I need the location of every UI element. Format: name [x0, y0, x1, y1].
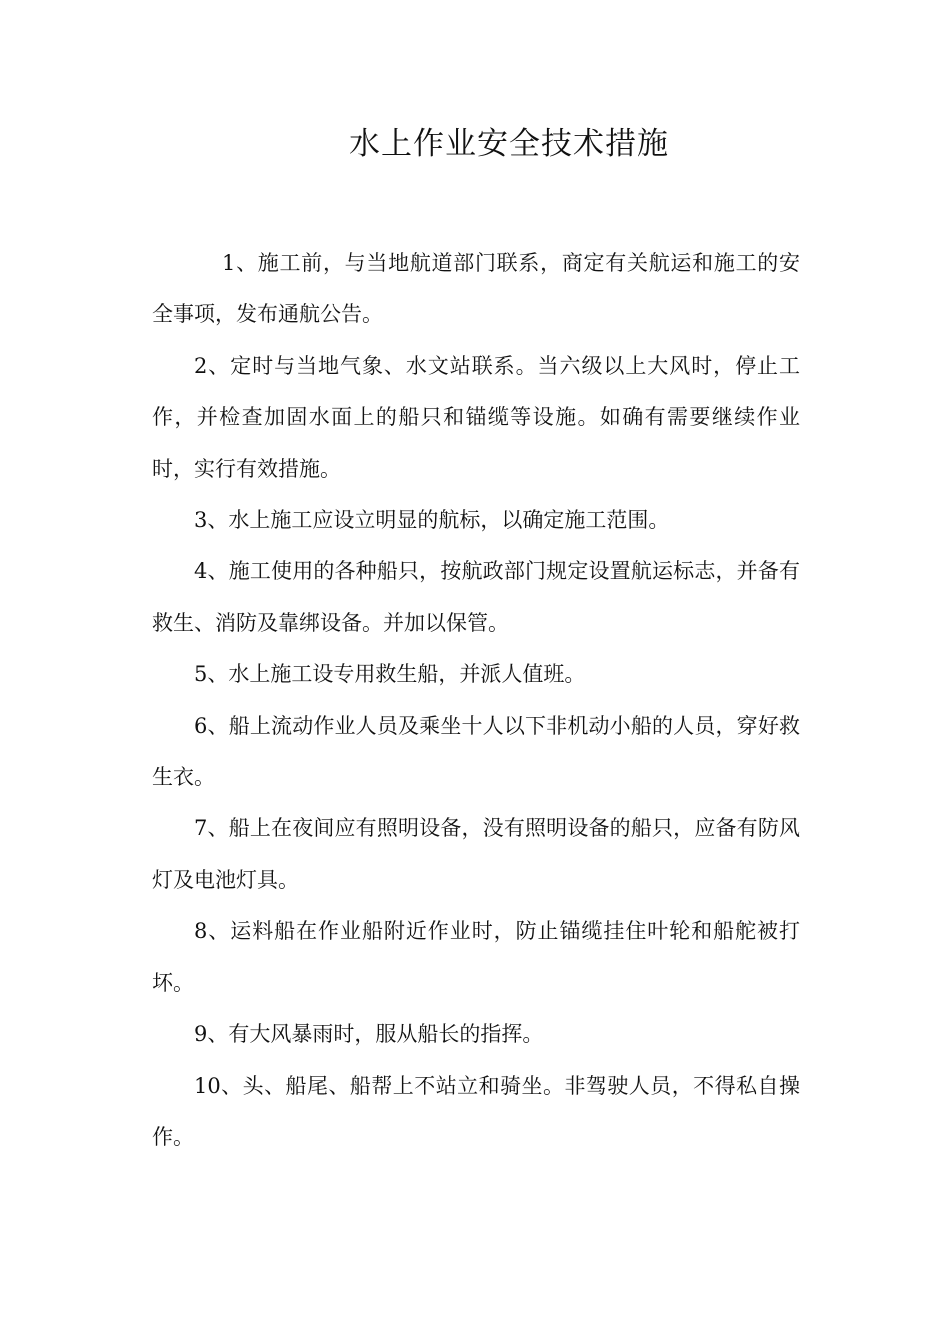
- paragraph-6: 6、船上流动作业人员及乘坐十人以下非机动小船的人员，穿好救生衣。: [152, 713, 800, 790]
- paragraph-10: 10、头、船尾、船帮上不站立和骑坐。非驾驶人员，不得私自操作。: [152, 1073, 800, 1149]
- paragraph-1: 1、施工前，与当地航道部门联系，商定有关航运和施工的安全事项，发布通航公告。: [152, 251, 800, 327]
- paragraph-3: 3、水上施工应设立明显的航标，以确定施工范围。: [194, 508, 670, 533]
- paragraph-4: 4、施工使用的各种船只，按航政部门规定设置航运标志，并备有救生、消防及靠绑设备。并加以保管。: [152, 559, 800, 635]
- paragraph-8: 8、运料船在作业船附近作业时，防止锚缆挂住叶轮和船舵被打坏。: [152, 919, 800, 995]
- paragraph-5: 5、水上施工设专用救生船，并派人值班。: [194, 662, 586, 687]
- paragraph-7: 7、船上在夜间应有照明设备，没有照明设备的船只，应备有防风灯及电池灯具。: [152, 816, 800, 892]
- document-title: 水上作业安全技术措施: [349, 126, 669, 162]
- document-body: [152, 238, 800, 1163]
- paragraph-2: 2、定时与当地气象、水文站联系。当六级以上大风时，停止工作，并检查加固水面上的船只和锚缆等设施。如确有需要继续作业时，实行有效措施。: [152, 353, 800, 481]
- paragraph-9: 9、有大风暴雨时，服从船长的指挥。: [194, 1022, 544, 1047]
